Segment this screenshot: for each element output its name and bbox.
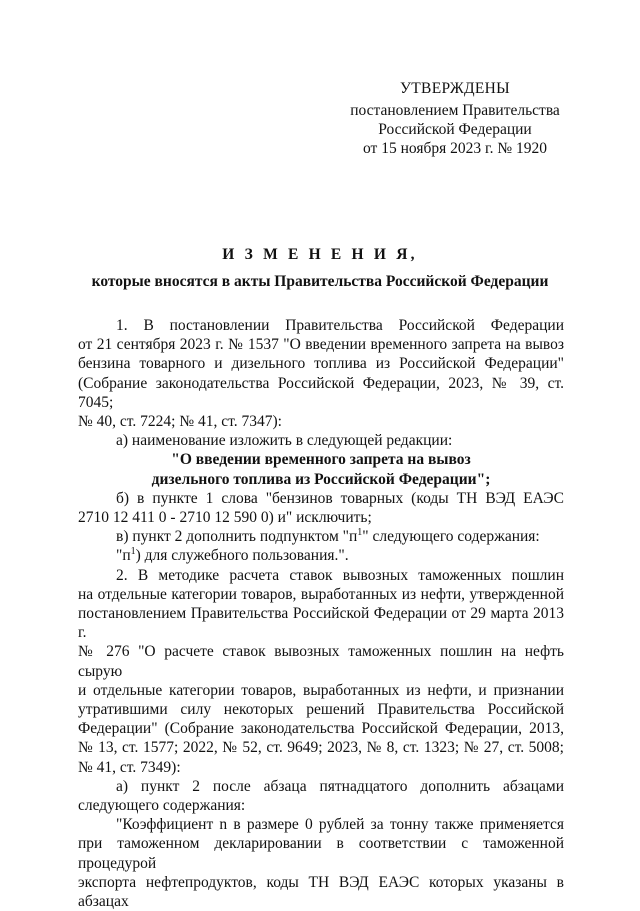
text-line: постановлением Правительства Российской Федерации от 29 марта 2013 г. xyxy=(78,605,564,642)
text-line: 1. В постановлении Правительства Российской Федерации xyxy=(116,317,564,334)
text-line-centered: дизельного топлива из Российской Федерации"; xyxy=(151,470,491,488)
approval-line: Российской Федерации xyxy=(378,121,532,138)
approval-block xyxy=(340,79,570,158)
text-line xyxy=(78,546,564,565)
superscript: 1 xyxy=(357,527,363,539)
text-line: а) наименование изложить в следующей редакции: xyxy=(116,432,453,450)
text-line: бензина товарного и дизельного топлива из Российской Федерации" xyxy=(78,355,564,373)
text-line: при таможенном декларировании в соответствии с таможенной процедурой xyxy=(78,835,564,872)
text-line: № 276 "О расчете ставок вывозных таможенных пошлин на нефть сырую xyxy=(78,643,564,680)
text-line: и отдельные категории товаров, выработанных из нефти, и признании xyxy=(78,681,564,699)
approval-heading: УТВЕРЖДЕНЫ xyxy=(400,80,510,97)
text-line: следующего содержания: xyxy=(78,797,246,815)
text-fragment: "п xyxy=(116,547,131,565)
text-line: на отдельные категории товаров, выработанных из нефти, утвержденной xyxy=(78,585,564,603)
text-line: а) пункт 2 после абзаца пятнадцатого дополнить абзацами xyxy=(116,777,564,795)
text-line: б) в пункте 1 слова "бензинов товарных (коды ТН ВЭД ЕАЭС xyxy=(116,489,564,507)
text-line: № 40, ст. 7224; № 41, ст. 7347): xyxy=(78,413,282,431)
text-line-centered: "О введении временного запрета на вывоз xyxy=(171,451,471,469)
text-line: "Коэффициент n в размере 0 рублей за тонну также применяется xyxy=(116,816,564,834)
superscript: 1 xyxy=(130,546,136,558)
text-line: Федерации" (Собрание законодательства Российской Федерации, 2013, xyxy=(78,720,564,738)
text-line: № 41, ст. 7349): xyxy=(78,758,181,776)
approval-date: от 15 ноября 2023 г. № 1920 xyxy=(363,140,547,157)
text-line: от 21 сентября 2023 г. № 1537 "О введении временного запрета на вывоз xyxy=(78,336,564,354)
text-line: № 13, ст. 1577; 2022, № 52, ст. 9649; 2023, № 8, ст. 1323; № 27, ст. 5008; xyxy=(78,739,564,757)
text-fragment: " следующего содержания: xyxy=(362,528,540,546)
document-body xyxy=(78,316,564,911)
document-title: И З М Е Н Е Н И Я, xyxy=(222,246,418,263)
text-line: 2710 12 411 0 - 2710 12 590 0) и" исключить; xyxy=(78,509,372,527)
approval-line: постановлением Правительства xyxy=(350,102,560,119)
text-line: (Собрание законодательства Российской Федерации, 2023, № 39, ст. 7045; xyxy=(78,374,564,411)
text-line: экспорта нефтепродуктов, коды ТН ВЭД ЕАЭС которых указаны в абзацах xyxy=(78,873,564,911)
text-line xyxy=(78,527,564,546)
text-fragment: в) пункт 2 дополнить подпунктом "п xyxy=(116,528,358,546)
document-subtitle: которые вносятся в акты Правительства Российской Федерации xyxy=(91,273,549,290)
text-fragment: ) для служебного пользования.". xyxy=(135,547,349,565)
text-line: 2. В методике расчета ставок вывозных таможенных пошлин xyxy=(116,566,564,584)
text-line: утратившими силу некоторых решений Правительства Российской xyxy=(78,701,564,719)
